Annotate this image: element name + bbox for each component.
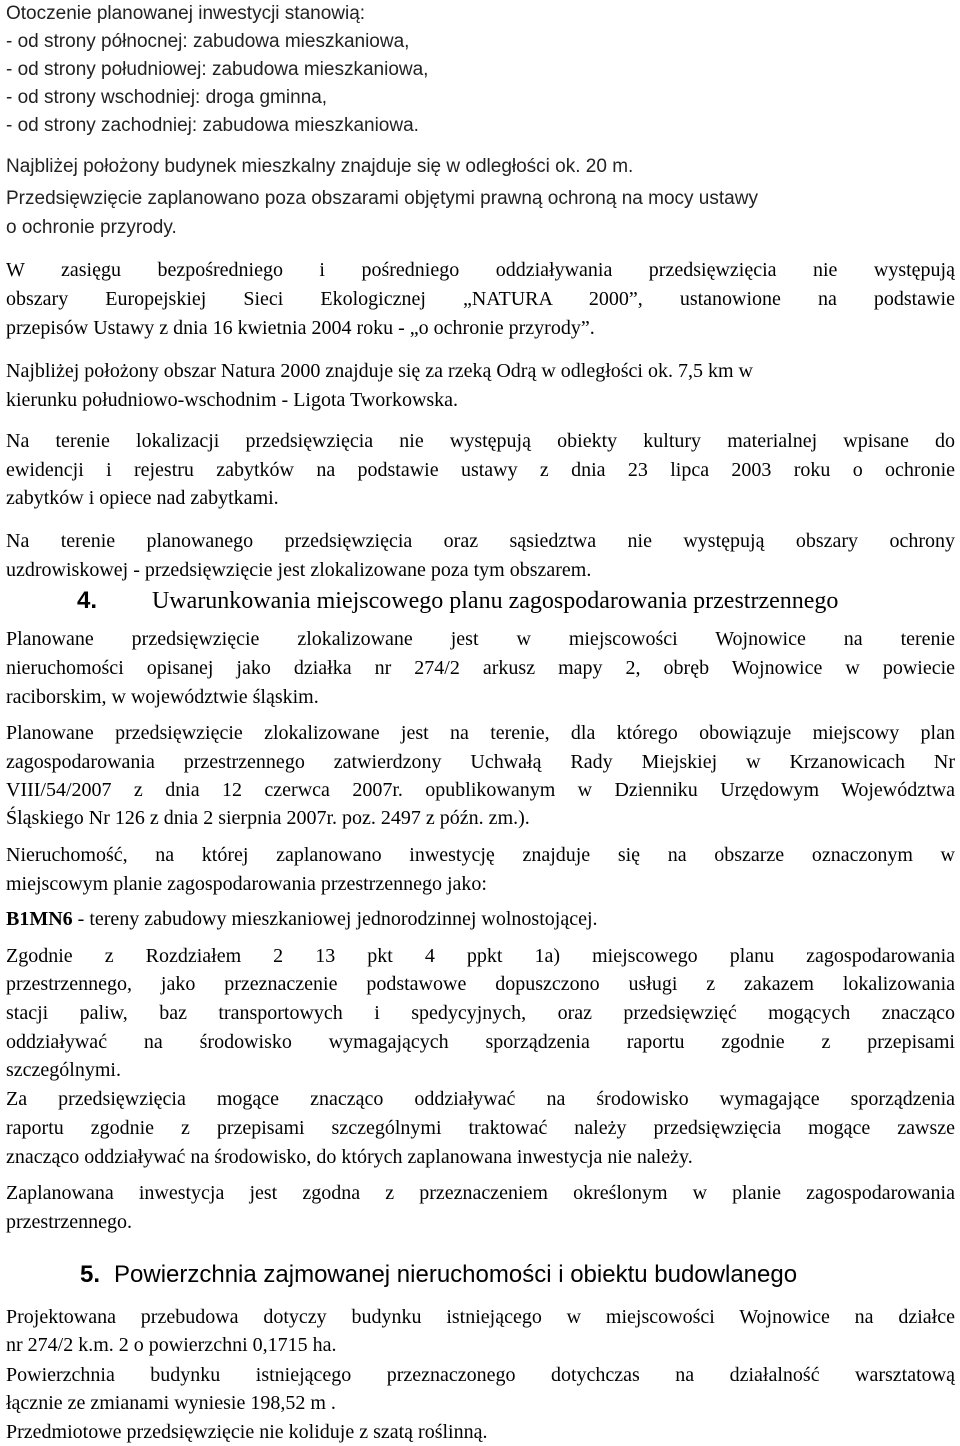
- text-line: Planowane przedsięwzięcie zlokalizowane jest w miejscowości Wojnowice na terenie: [6, 628, 955, 650]
- text-line: miejscowym planie zagospodarowania przestrzennego jako:: [6, 873, 487, 895]
- text-line: W zasięgu bezpośredniego i pośredniego oddziaływania przedsięwzięcia nie występują: [6, 259, 955, 281]
- text-line: nieruchomości opisanej jako działka nr 274/2 arkusz mapy 2, obręb Wojnowice w powiecie: [6, 657, 955, 679]
- text-line: Najbliżej położony obszar Natura 2000 znajduje się za rzeką Odrą w odległości ok. 7,5 km w: [6, 360, 753, 382]
- text-line: VIII/54/2007 z dnia 12 czerwca 2007r. opublikowanym w Dzienniku Urzędowym Województwa: [6, 779, 955, 801]
- zoning-description: - tereny zabudowy mieszkaniowej jednorodzinnej wolnostojącej.: [72, 908, 598, 930]
- text-line: szczególnymi.: [6, 1059, 121, 1081]
- text-line: stacji paliw, baz transportowych i spedycyjnych, oraz przedsięwzięć mogących znacząco: [6, 1002, 955, 1024]
- text-line: o ochronie przyrody.: [6, 217, 177, 238]
- text-line: Na terenie lokalizacji przedsięwzięcia nie występują obiekty kultury materialnej wpisane do: [6, 430, 955, 452]
- text-line: raciborskim, w województwie śląskim.: [6, 686, 319, 708]
- text-line: kierunku południowo-wschodnim - Ligota Tworkowska.: [6, 389, 459, 411]
- text-line: Zgodnie z Rozdziałem 2 13 pkt 4 ppkt 1a) miejscowego planu zagospodarowania: [6, 945, 955, 967]
- text-line: - od strony zachodniej: zabudowa mieszkaniowa.: [6, 115, 419, 136]
- text-line: obszary Europejskiej Sieci Ekologicznej „NATURA 2000”, ustanowione na podstawie: [6, 288, 955, 310]
- text-line: łącznie ze zmianami wyniesie 198,52 m .: [6, 1392, 336, 1414]
- section-4-number: 4.: [77, 587, 98, 614]
- text-line: Przedmiotowe przedsięwzięcie nie koliduje z szatą roślinną.: [6, 1421, 488, 1443]
- text-line: zabytków i opiece nad zabytkami.: [6, 487, 279, 509]
- text-line: Za przedsięwzięcia mogące znacząco oddziaływać na środowisko wymagające sporządzenia: [6, 1088, 955, 1110]
- text-line: - od strony północnej: zabudowa mieszkaniowa,: [6, 31, 410, 52]
- zoning-code: B1MN6: [6, 908, 73, 930]
- text-line: przepisów Ustawy z dnia 16 kwietnia 2004 roku - „o ochronie przyrody”.: [6, 317, 595, 339]
- text-line: Zaplanowana inwestycja jest zgodna z przeznaczeniem określonym w planie zagospodarowania: [6, 1182, 955, 1204]
- text-line: raportu zgodnie z przepisami szczególnymi traktować należy przedsięwzięcia mogące zawsze: [6, 1117, 955, 1139]
- text-line: Przedsięwzięcie zaplanowano poza obszarami objętymi prawną ochroną na mocy ustawy: [6, 188, 758, 209]
- text-line: zagospodarowania przestrzennego zatwierdzony Uchwałą Rady Miejskiej w Krzanowicach Nr: [6, 751, 955, 773]
- text-line: przestrzennego, jako przeznaczenie podstawowe dopuszczono usługi z zakazem lokalizowania: [6, 973, 955, 995]
- text-line: - od strony południowej: zabudowa mieszkaniowa,: [6, 59, 429, 80]
- text-line: Projektowana przebudowa dotyczy budynku istniejącego w miejscowości Wojnowice na działce: [6, 1306, 955, 1328]
- text-line: Śląskiego Nr 126 z dnia 2 sierpnia 2007r. poz. 2497 z późn. zm.).: [6, 807, 530, 829]
- text-line: Otoczenie planowanej inwestycji stanowią:: [6, 3, 366, 24]
- section-5-heading: Powierzchnia zajmowanej nieruchomości i obiektu budowlanego: [114, 1261, 798, 1288]
- text-line: Na terenie planowanego przedsięwzięcia oraz sąsiedztwa nie występują obszary ochrony: [6, 530, 955, 552]
- zoning-line: [6, 907, 955, 931]
- text-line: znacząco oddziaływać na środowisko, do których zaplanowana inwestycja nie należy.: [6, 1146, 693, 1168]
- text-line: nr 274/2 k.m. 2 o powierzchni 0,1715 ha.: [6, 1334, 337, 1356]
- text-line: Powierzchnia budynku istniejącego przeznaczonego dotychczas na działalność warsztatową: [6, 1364, 955, 1386]
- text-line: uzdrowiskowej - przedsięwzięcie jest zlokalizowane poza tym obszarem.: [6, 559, 592, 581]
- text-line: - od strony wschodniej: droga gminna,: [6, 87, 328, 108]
- section-4-heading: Uwarunkowania miejscowego planu zagospodarowania przestrzennego: [152, 588, 839, 614]
- text-line: Nieruchomość, na której zaplanowano inwestycję znajduje się na obszarze oznaczonym w: [6, 844, 955, 866]
- text-line: przestrzennego.: [6, 1211, 133, 1233]
- text-line: ewidencji i rejestru zabytków na podstawie ustawy z dnia 23 lipca 2003 roku o ochronie: [6, 459, 955, 481]
- text-line: Najbliżej położony budynek mieszkalny znajduje się w odległości ok. 20 m.: [6, 156, 634, 177]
- text-line: Planowane przedsięwzięcie zlokalizowane jest na terenie, dla którego obowiązuje miejscowy plan: [6, 722, 955, 744]
- section-5-number: 5.: [80, 1261, 101, 1288]
- text-line: oddziaływać na środowisko wymagających sporządzenia raportu zgodnie z przepisami: [6, 1031, 955, 1053]
